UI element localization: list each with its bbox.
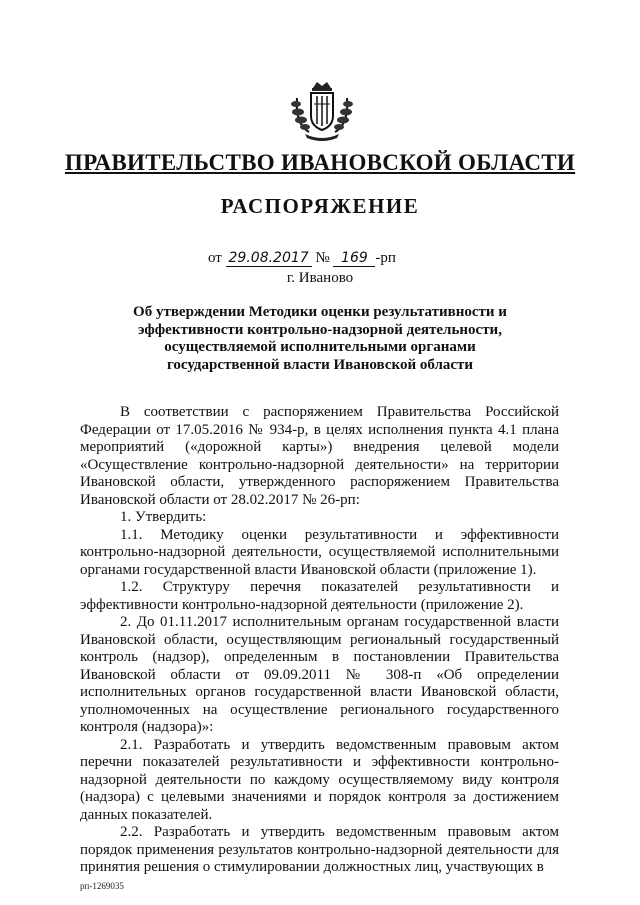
document-number: 169	[333, 251, 375, 267]
date-prefix: от	[208, 250, 222, 266]
number-sign: №	[315, 250, 330, 266]
subject-line: осуществляемой исполнительными органами	[164, 339, 476, 355]
subject-line: эффективности контрольно-надзорной деятельности,	[138, 321, 502, 338]
subject-line: государственной власти Ивановской области	[166, 356, 474, 373]
item-2-1: 2.1. Разработать и утвердить ведомственным правовым актом перечни показателей результативности и эффективности контрольно-надзорной деятельности по каждому осуществляемому виду контроля (надзора) с целевыми значениями и порядок контроля за достижением данных показателей.	[80, 736, 559, 823]
item-2: 2. До 01.11.2017 исполнительным органам государственной власти Ивановской области, осуществляющим региональный государственный контроль (надзор), определенным в постановлении Правительства Ивановской области от 09.09.2011 № 308-п «Об определении исполнительных органов государственной власти Ивановской области, уполномоченных на осуществление регионального государственного контроля (надзора)»:	[80, 614, 559, 735]
document-date: 29.08.2017	[226, 251, 312, 267]
document-code: рп-1269035	[80, 881, 124, 891]
item-1-2: 1.2. Структуру перечня показателей результативности и эффективности контрольно-надзорной деятельности (приложение 2).	[80, 579, 559, 613]
document-body	[80, 404, 559, 877]
date-number-line	[208, 250, 396, 267]
item-1-1: 1.1. Методику оценки результативности и эффективности контрольно-надзорной деятельности, осуществляемой исполнительными органами государственной власти Ивановской области (приложение 1).	[80, 526, 559, 578]
government-title: ПРАВИТЕЛЬСТВО ИВАНОВСКОЙ ОБЛАСТИ	[64, 150, 576, 175]
item-2-2: 2.2. Разработать и утвердить ведомственным правовым актом порядок применения результатов контрольно-надзорной деятельности для принятия решения о стимулировании должностных лиц, участвующих в	[80, 824, 559, 875]
item-1: 1. Утвердить:	[120, 509, 207, 525]
coat-of-arms-icon	[287, 80, 357, 144]
number-suffix: -рп	[375, 250, 396, 266]
subject-line: Об утверждении Методики оценки результативности и	[133, 304, 507, 320]
preamble-paragraph: В соответствии с распоряжением Правительства Российской Федерации от 17.05.2016 № 934-р, в целях исполнения пункта 4.1 плана мероприятий («дорожной карты») внедрения целевой модели «Осуществление контрольно-надзорной деятельности» на территории Ивановской области, утвержденного распоряжением Правительства Ивановской области от 28.02.2017 № 26-рп:	[80, 404, 559, 508]
city: г. Иваново	[286, 270, 354, 286]
document-subject	[80, 304, 560, 374]
document-type: РАСПОРЯЖЕНИЕ	[220, 194, 420, 218]
